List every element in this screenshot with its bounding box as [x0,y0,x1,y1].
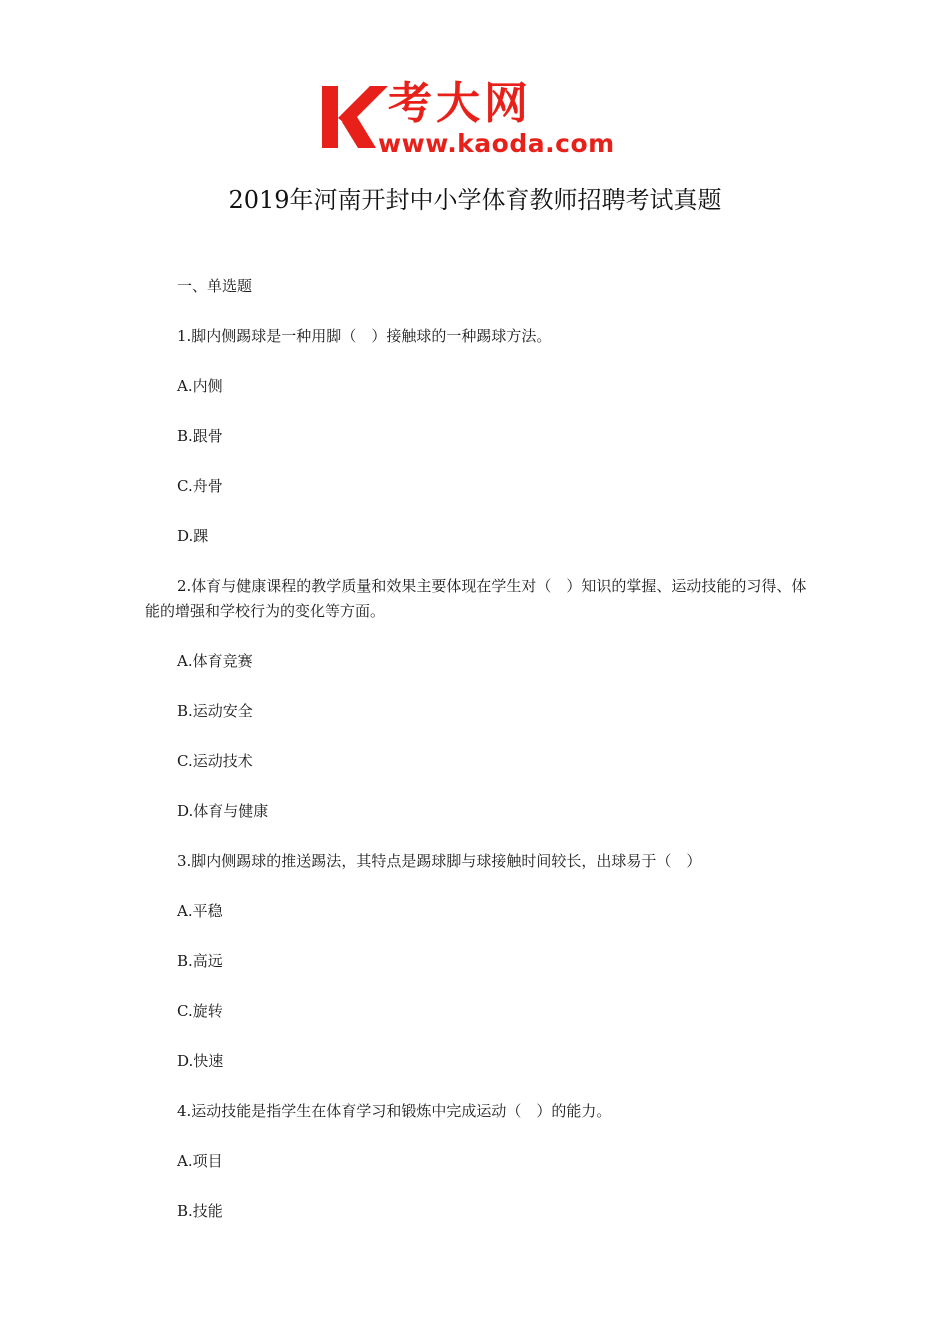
section-heading: 一、单选题 [177,277,253,295]
document-title: 2019年河南开封中小学体育教师招聘考试真题 [228,186,722,214]
option-line: A.平稳 [177,902,223,920]
option-line: C.舟骨 [177,477,223,495]
kaoda-logo [318,80,640,162]
option-line: A.项目 [177,1152,223,1170]
logo-chinese-text: 考大网 [388,78,532,129]
option-line: B.跟骨 [177,427,223,445]
option-line: D.体育与健康 [177,802,269,820]
option-line: D.踝 [177,527,209,545]
question-4: 4.运动技能是指学生在体育学习和锻炼中完成运动（ ）的能力。 [177,1102,612,1120]
question-1: 1.脚内侧踢球是一种用脚（ ）接触球的一种踢球方法。 [177,327,552,345]
option-line: A.内侧 [177,377,223,395]
question-2: 2.体育与健康课程的教学质量和效果主要体现在学生对（ ）知识的掌握、运动技能的习得、体能的增强和学校行为的变化等方面。 [145,577,807,620]
option-line: D.快速 [177,1052,224,1070]
option-line: A.体育竞赛 [177,652,253,670]
option-line: B.高远 [177,952,223,970]
question-list [145,274,810,1249]
option-line: B.运动安全 [177,702,253,720]
option-line: B.技能 [177,1202,223,1220]
logo-url-text: www.kaoda.com [378,129,615,158]
option-line: C.运动技术 [177,752,253,770]
option-line: C.旋转 [177,1002,223,1020]
question-3: 3.脚内侧踢球的推送踢法，其特点是踢球脚与球接触时间较长，出球易于（ ） [177,852,702,870]
